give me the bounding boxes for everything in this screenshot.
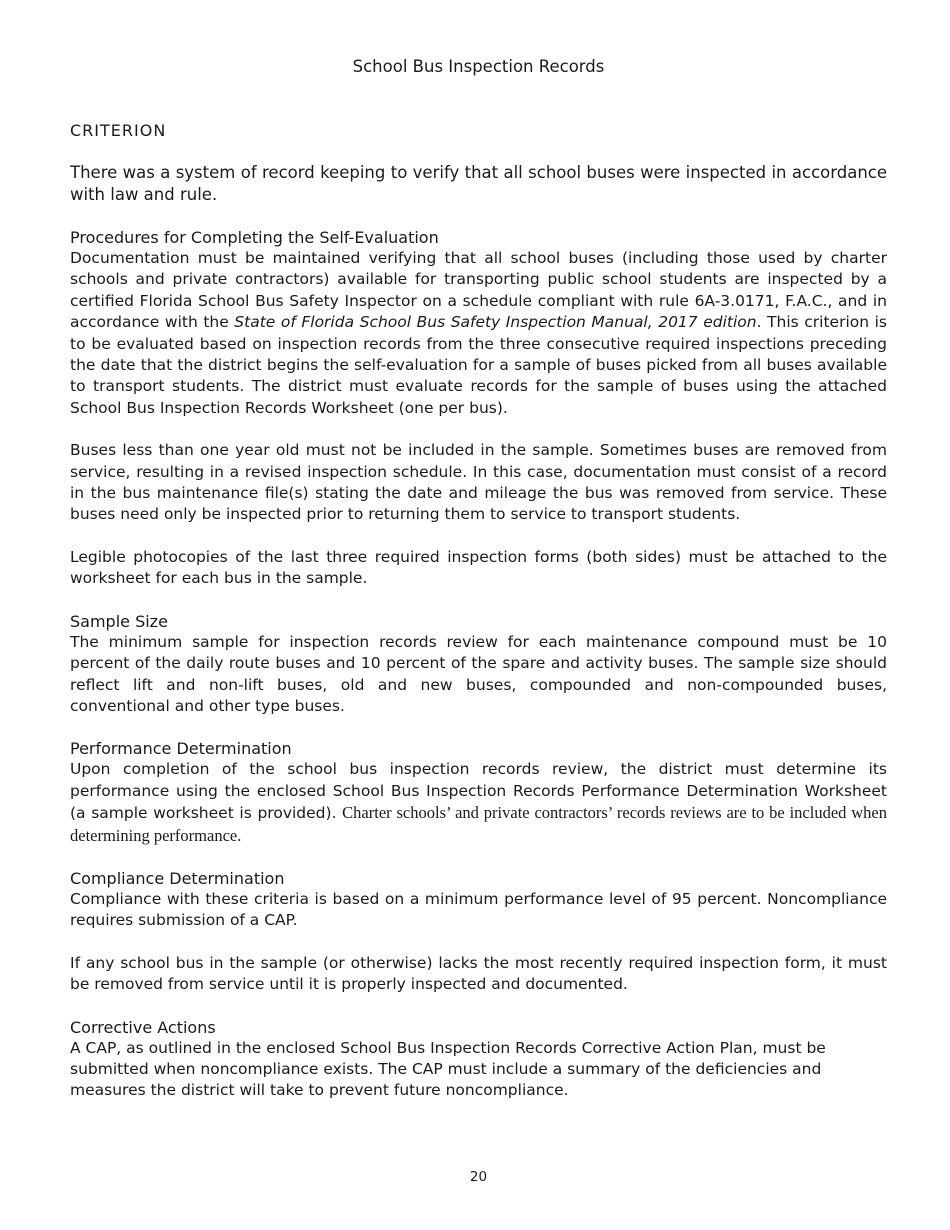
procedures-paragraph-2: Buses less than one year old must not be included in the sample. Sometimes buses are removed from service, resulting in a revised inspection schedule. In this case, documentation must consist of a record in the bus maintenance file(s) stating the date and mileage the bus was removed from service. These buses need only be inspected prior to returning them to service to transport students. xyxy=(70,441,887,524)
inspection-manual-title: State of Florida School Bus Safety Inspection Manual, 2017 edition xyxy=(234,313,757,332)
procedures-paragraph-1-part-1: Documentation must be maintained verifying that all school buses (including those used by charter schools and private contractors) available for transporting public school students are inspected by a certified Florida School Bus Safety Inspector on a schedule compliant with rule 6A-3.0171, F.A.C., and in accordance with the xyxy=(70,249,887,332)
spacer xyxy=(70,932,887,953)
procedures-paragraph-1-part-2: . This criterion is to be evaluated based on inspection records from the three consecutive required inspections preceding the date that the district begins the self-evaluation for a sample of buses picked from all buses available to transport students. The district must evaluate records for the sample of buses using the attached School Bus Inspection Records Worksheet (one per bus). xyxy=(70,313,887,417)
performance-heading: Performance Determination xyxy=(70,739,292,759)
spacer xyxy=(70,847,887,868)
procedures-paragraph-1 xyxy=(70,248,887,419)
criterion-label: CRITERION xyxy=(70,121,167,140)
spacer xyxy=(70,590,887,611)
compliance-heading: Compliance Determination xyxy=(70,868,285,888)
document-title: School Bus Inspection Records xyxy=(352,57,605,76)
corrective-actions-heading: Corrective Actions xyxy=(70,1017,216,1037)
performance-paragraph-part-2: Charter schools’ and private contractors’ records reviews are to be included when determining performance. xyxy=(70,803,887,845)
procedures-heading: Procedures for Completing the Self-Evaluation xyxy=(70,228,439,247)
spacer xyxy=(70,717,887,738)
sample-size-paragraph: The minimum sample for inspection records review for each maintenance compound must be 10 percent of the daily route buses and 10 percent of the spare and activity buses. The sample size should reflect lift and non-lift buses, old and new buses, compounded and non-compounded buses, conventional and other type buses. xyxy=(70,632,887,715)
performance-paragraph-part-1: Upon completion of the school bus inspection records review, the district must determine its performance using the enclosed School Bus Inspection Records Performance Determination Worksheet (a sample worksheet is provided). xyxy=(70,760,887,823)
performance-paragraph xyxy=(70,759,887,847)
compliance-paragraph-1: Compliance with these criteria is based on a minimum performance level of 95 percent. Noncompliance requires submission of a CAP. xyxy=(70,889,887,930)
sample-size-heading: Sample Size xyxy=(70,611,168,631)
spacer xyxy=(70,996,887,1017)
page-number: 20 xyxy=(469,1169,488,1185)
document-body xyxy=(70,120,887,1102)
criterion-text: There was a system of record keeping to verify that all school buses were inspected in accordance with law and rule. xyxy=(70,163,887,204)
spacer xyxy=(70,419,887,440)
procedures-paragraph-3: Legible photocopies of the last three required inspection forms (both sides) must be attached to the worksheet for each bus in the sample. xyxy=(70,547,887,588)
spacer xyxy=(70,526,887,547)
corrective-actions-paragraph: A CAP, as outlined in the enclosed School Bus Inspection Records Corrective Action Plan, must be submitted when noncompliance exists. The CAP must include a summary of the deficiencies and measures the district will take to prevent future noncompliance. xyxy=(70,1038,826,1100)
compliance-paragraph-2: If any school bus in the sample (or otherwise) lacks the most recently required inspection form, it must be removed from service until it is properly inspected and documented. xyxy=(70,953,887,994)
document-page xyxy=(70,0,887,1230)
